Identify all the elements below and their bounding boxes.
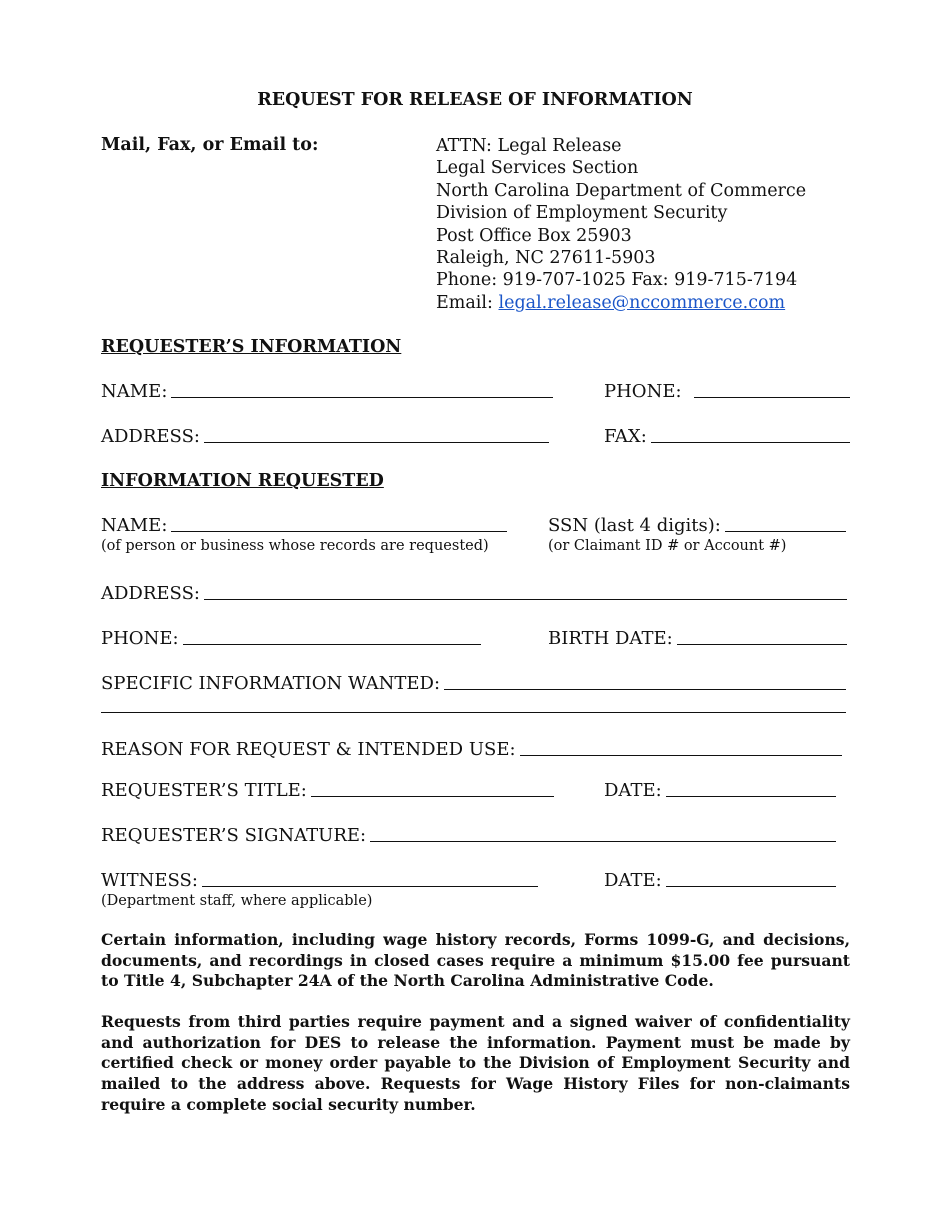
birth-date-label: BIRTH DATE: [548,628,673,649]
requester-fax-field [604,426,850,447]
signature-input[interactable] [370,841,836,842]
ssn-label: SSN (last 4 digits): [548,515,721,536]
reason-field [101,739,842,760]
subject-name-note: (of person or business whose records are requested) [101,538,489,554]
information-requested-heading: INFORMATION REQUESTED [101,471,384,491]
address-line: Division of Employment Security [436,203,728,224]
ssn-input[interactable] [725,531,846,532]
address-line: Phone: 919-707-1025 Fax: 919-715-7194 [436,270,798,291]
mail-label: Mail, Fax, or Email to: [101,135,319,155]
reason-input[interactable] [520,755,842,756]
ssn-note: (or Claimant ID # or Account #) [548,538,787,554]
email-label: Email: [436,292,493,313]
subject-phone-label: PHONE: [101,628,179,649]
request-date-input[interactable] [666,796,836,797]
subject-phone-input[interactable] [183,644,481,645]
subject-name-field [101,515,507,536]
witness-date-label: DATE: [604,870,662,891]
subject-address-input[interactable] [204,599,847,600]
requester-phone-field [604,381,850,402]
address-line: ATTN: Legal Release [436,136,622,156]
email-link[interactable]: legal.release@nccommerce.com [498,292,786,313]
requester-fax-label: FAX: [604,426,647,447]
address-line: North Carolina Department of Commerce [436,180,807,201]
witness-field [101,870,538,891]
third-party-notice-paragraph: Requests from third parties require payment and a signed waiver of confidentiality and authorization for DES to release the information. Payment must be made by certified check or money order payable to the Division of Employment Security and mailed to the address above. Requests for Wage History Files for non-claimants require a complete social security number. [101,1012,850,1114]
specific-info-input[interactable] [444,689,846,690]
requester-title-input[interactable] [311,796,554,797]
signature-field [101,825,836,846]
ssn-field [548,515,846,536]
witness-note: (Department staff, where applicable) [101,893,373,909]
email-line [436,292,806,314]
fee-notice-paragraph: Certain information, including wage history records, Forms 1099-G, and decisions, documents, and recordings in closed cases require a minimum $15.00 fee pursuant to Title 4, Subchapter 24A of the North Carolina Administrative Code. [101,930,850,991]
requester-address-label: ADDRESS: [101,426,200,447]
subject-address-field [101,583,847,604]
requester-name-input[interactable] [171,397,553,398]
witness-date-input[interactable] [666,886,836,887]
birth-date-field [548,628,847,649]
subject-name-label: NAME: [101,515,168,536]
requester-title-field [101,780,554,801]
specific-info-field [101,673,846,694]
address-line: Raleigh, NC 27611-5903 [436,248,656,269]
requester-information-heading: REQUESTER’S INFORMATION [101,337,402,357]
requester-name-field [101,381,553,402]
requester-phone-input[interactable] [694,397,850,398]
requester-phone-label: PHONE: [604,381,682,402]
request-date-label: DATE: [604,780,662,801]
requester-name-label: NAME: [101,381,168,402]
subject-phone-field [101,628,481,649]
address-line: Legal Services Section [436,158,639,179]
requester-address-field [101,426,549,447]
mailing-address-block [436,135,806,314]
specific-info-label: SPECIFIC INFORMATION WANTED: [101,673,441,694]
birth-date-input[interactable] [677,644,847,645]
requester-title-label: REQUESTER’S TITLE: [101,780,307,801]
specific-info-continuation-line[interactable] [101,712,846,713]
request-date-field [604,780,836,801]
address-line: Post Office Box 25903 [436,225,632,246]
form-title: REQUEST FOR RELEASE OF INFORMATION [257,90,693,110]
requester-address-input[interactable] [204,442,549,443]
witness-label: WITNESS: [101,870,198,891]
signature-label: REQUESTER’S SIGNATURE: [101,825,367,846]
witness-date-field [604,870,836,891]
subject-name-input[interactable] [171,531,507,532]
requester-fax-input[interactable] [651,442,850,443]
witness-input[interactable] [202,886,538,887]
subject-address-label: ADDRESS: [101,583,200,604]
reason-label: REASON FOR REQUEST & INTENDED USE: [101,739,516,760]
